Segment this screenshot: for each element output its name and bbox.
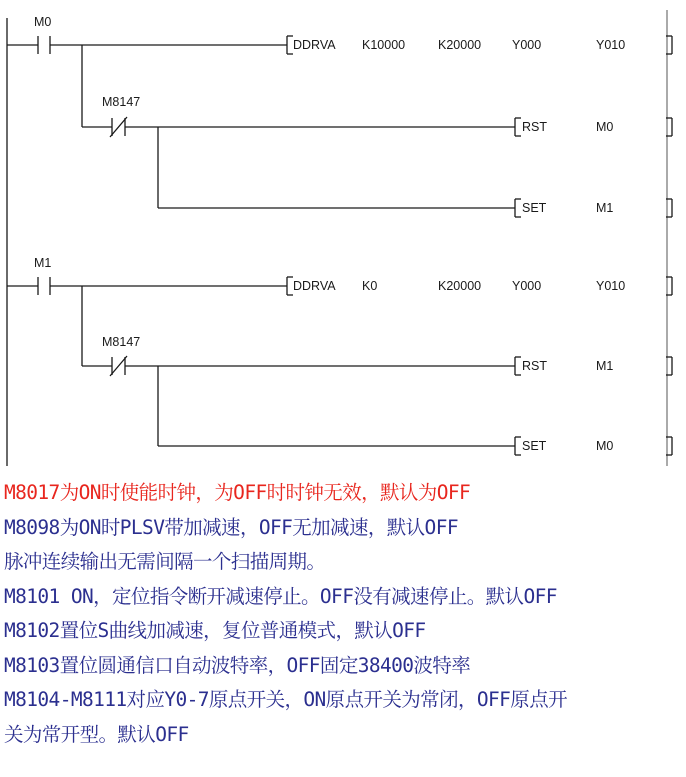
rung-1 [7,15,672,217]
output-op: RST [522,359,547,373]
instruction-arg: Y010 [596,279,626,293]
note-line: M8102置位S曲线加减速，复位普通模式，默认OFF [4,619,426,642]
note-line: M8101 ON，定位指令断开减速停止。OFF没有减速停止。默认OFF [4,584,557,608]
instruction-arg: K20000 [438,279,482,293]
output-op: SET [522,201,547,215]
branch-contact-label: M8147 [102,335,141,349]
output-arg: M1 [596,201,614,215]
notes-block [4,476,686,752]
note-line: 脉冲连续输出无需间隔一个扫描周期。 [4,550,326,573]
instruction-arg: Y000 [512,38,542,52]
note-line: M8098为ON时PLSV带加减速，OFF无加减速，默认OFF [4,515,458,539]
note-line: 关为常开型。默认OFF [4,722,189,746]
rung-2 [7,256,672,455]
note-line: M8017为ON时使能时钟，为OFF时时钟无效，默认为OFF [4,481,471,504]
instruction-arg: Y000 [512,279,542,293]
branch-contact-label: M8147 [102,95,141,109]
instruction-arg: K0 [362,279,378,293]
note-line: M8104-M8111对应Y0-7原点开关，ON原点开关为常闭，OFF原点开 [4,688,568,711]
output-arg: M1 [596,359,614,373]
contact-label: M1 [34,256,52,270]
output-op: SET [522,439,547,453]
output-op: RST [522,120,547,134]
instruction-arg: Y010 [596,38,626,52]
instruction-arg: K20000 [438,38,482,52]
output-arg: M0 [596,439,614,453]
contact-label: M0 [34,15,52,29]
output-arg: M0 [596,120,614,134]
instruction-op: DDRVA [293,38,336,52]
instruction-op: DDRVA [293,279,336,293]
instruction-arg: K10000 [362,38,406,52]
note-line: M8103置位圆通信口自动波特率，OFF固定38400波特率 [4,653,471,677]
